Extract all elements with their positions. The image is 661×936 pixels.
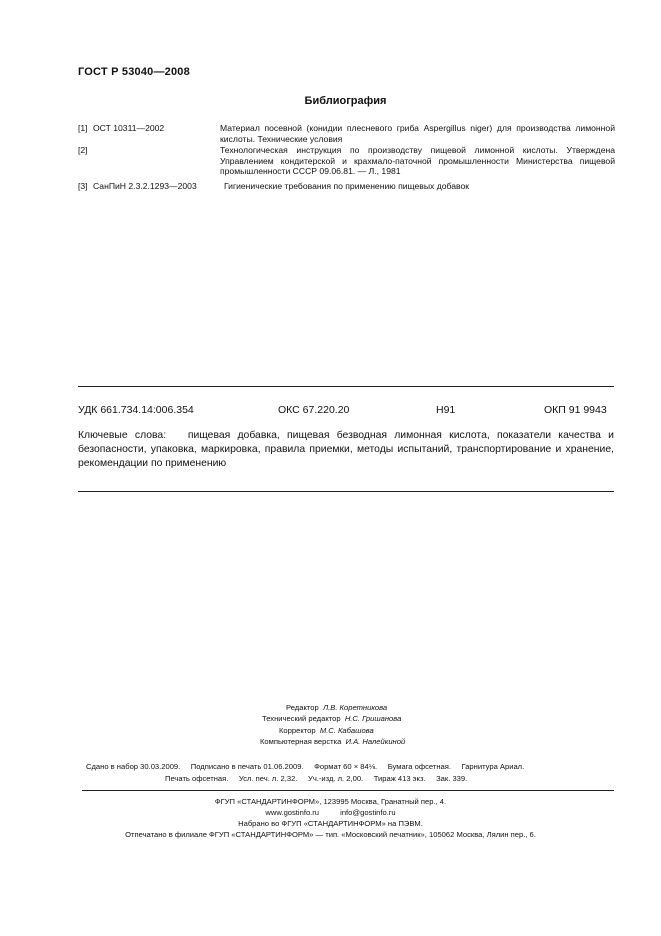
credit-role: Корректор — [279, 725, 316, 735]
group-code: Н91 — [436, 404, 456, 416]
entry-text: Технологическая инструкция по производству пищевой лимонной кислоты. Утверждена Управлением кондитерской и крахмало-паточной промышленности Министерства пищевой промышленности СССР 09.06.81. — Л., 1981 — [220, 145, 615, 177]
contacts-line — [0, 808, 661, 817]
credit-name: М.С. Кабашова — [319, 725, 374, 735]
entry-code: СанПиН 2.3.2.1293—2003 — [93, 181, 197, 191]
email-link[interactable]: info@gostinfo.ru — [340, 808, 396, 817]
credits-block — [250, 702, 490, 748]
credit-layout — [250, 736, 490, 747]
entry-text: Материал посевной (конидии плесневого гриба Aspergillus niger) для производства лимонной кислоты. Технические условия — [220, 123, 615, 144]
oks-code: ОКС 67.220.20 — [278, 404, 350, 416]
credit-name: Л.В. Коретникова — [322, 703, 388, 712]
credit-role: Редактор — [286, 703, 319, 712]
publication-line-2: Печать офсетная. Усл. печ. л. 2,32. Уч.-изд. л. 2,00. Тираж 413 экз. Зак. 339. — [165, 774, 468, 783]
publisher-address: ФГУП «СТАНДАРТИНФОРМ», 123995 Москва, Гранатный пер., 4. — [214, 797, 447, 806]
credit-tech-editor — [250, 713, 490, 724]
bibliography-title: Библиография — [304, 95, 387, 107]
divider-footer — [82, 790, 614, 791]
credit-name: Н.С. Гришанова — [344, 714, 402, 724]
entry-number: [1] — [78, 123, 88, 133]
divider-bottom — [78, 491, 614, 492]
credit-editor — [250, 702, 490, 713]
credit-role: Компьютерная верстка — [260, 737, 342, 747]
entry-code: ОСТ 10311—2002 — [93, 123, 165, 133]
entry-number: [3] — [78, 181, 88, 191]
divider-top — [78, 386, 614, 387]
standard-code: ГОСТ Р 53040—2008 — [78, 66, 190, 78]
okp-code: ОКП 91 9943 — [544, 404, 607, 416]
credit-role: Технический редактор — [262, 714, 341, 724]
entry-number: [2] — [78, 145, 88, 155]
keywords-label: Ключевые слова: — [78, 430, 167, 441]
udc-code: УДК 661.734.14:006.354 — [78, 404, 194, 416]
website-link[interactable]: www.gostinfo.ru — [265, 808, 320, 817]
publication-line-1: Сдано в набор 30.03.2009. Подписано в печать 01.06.2009. Формат 60 × 84⅛. Бумага офсетная. Гарнитура Ариал. — [86, 762, 525, 771]
credit-proofreader — [250, 725, 490, 736]
printed-note: Отпечатано в филиале ФГУП «СТАНДАРТИНФОРМ» — тип. «Московский печатник», 105062 Москва, Лялин пер., 6. — [125, 830, 536, 839]
entry-text: Гигиенические требования по применению пищевых добавок — [224, 181, 470, 191]
typeset-note: Набрано во ФГУП «СТАНДАРТИНФОРМ» на ПЭВМ. — [238, 819, 423, 828]
credit-name: И.А. Налейкиной — [345, 737, 406, 747]
keywords-text: пищевая добавка, пищевая безводная лимонная кислота, показатели качества и безопасности, упаковка, маркировка, правила приемки, методы испытаний, транспортирование и хранение, рекомендации по применению — [78, 430, 614, 469]
keywords-block — [78, 429, 614, 471]
